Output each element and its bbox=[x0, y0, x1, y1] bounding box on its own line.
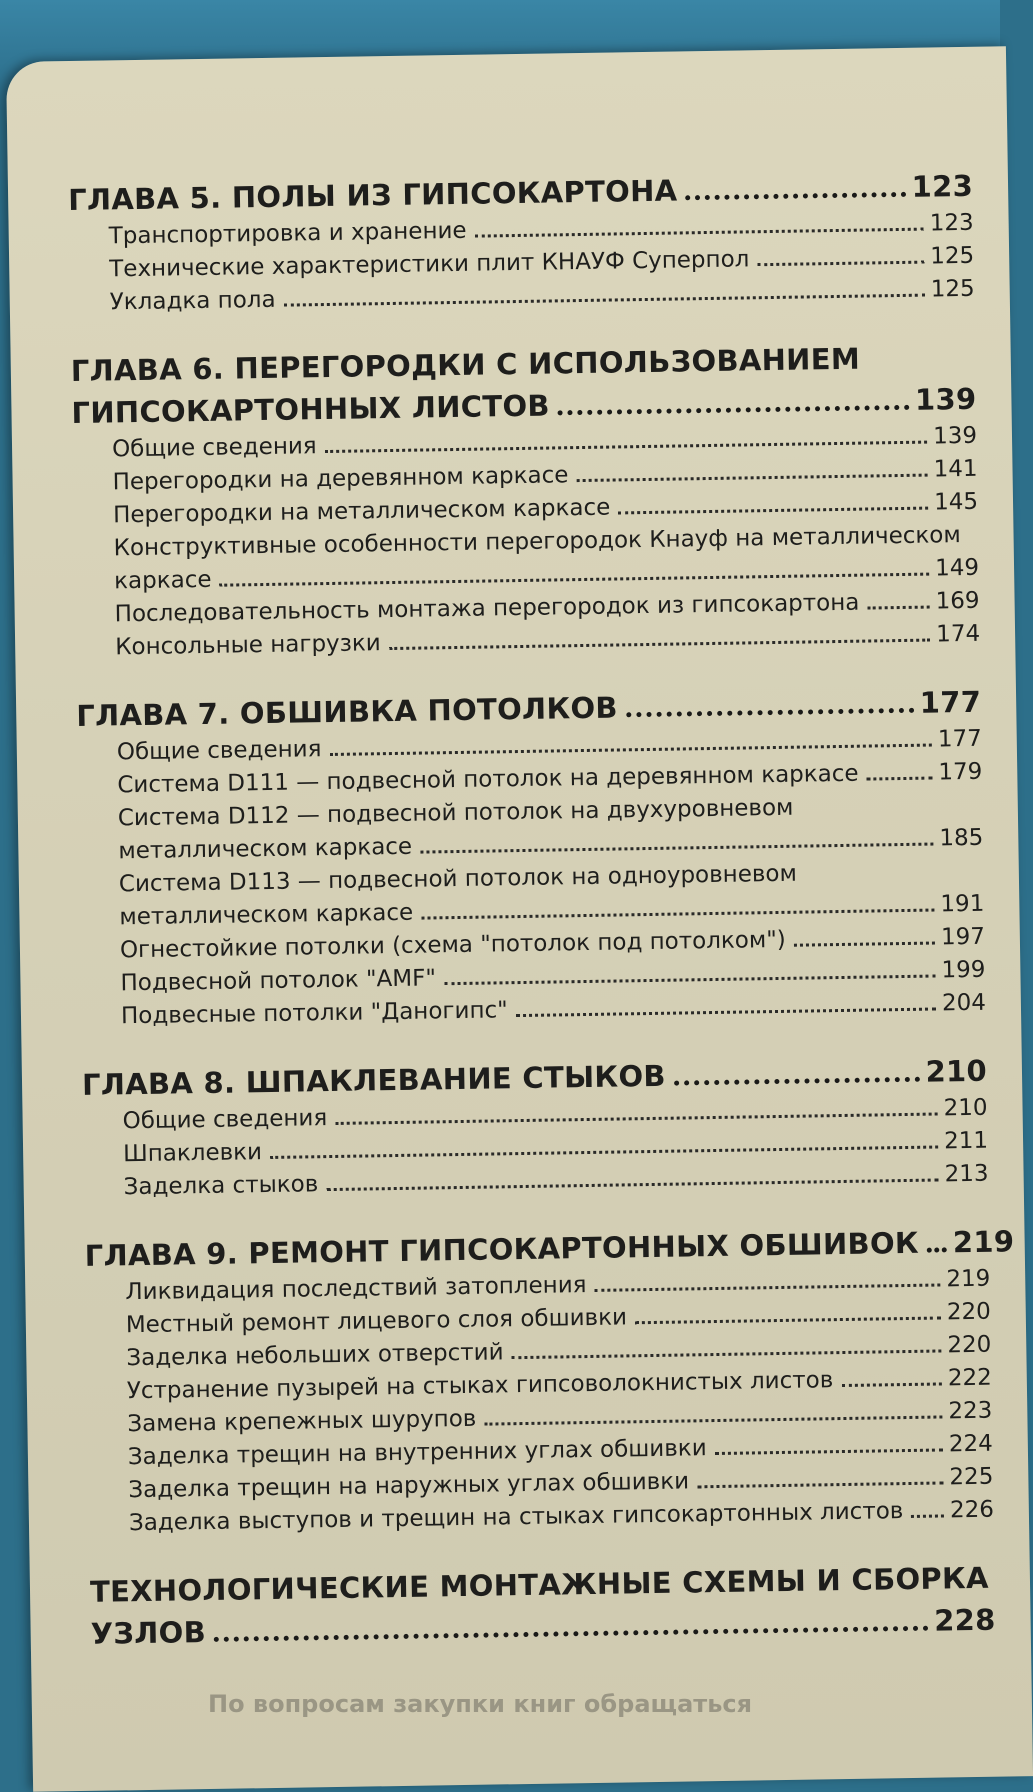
toc-item-label: Транспортировка и хранение bbox=[108, 217, 467, 250]
chapter-title: ГЛАВА 7. ОБШИВКА ПОТОЛКОВ bbox=[76, 690, 619, 733]
dot-leader bbox=[284, 294, 925, 307]
toc-item-label: Заделка небольших отверстий bbox=[126, 1339, 504, 1372]
page-number: 211 bbox=[943, 1127, 989, 1155]
toc-item-label: Заделка трещин на внутренних углах обшивки bbox=[127, 1435, 707, 1471]
toc-item-label: Последовательность монтажа перегородок из гипсокартона bbox=[114, 589, 860, 628]
page-number: 224 bbox=[948, 1430, 994, 1458]
page-number: 141 bbox=[933, 455, 978, 483]
toc-item-label: Система D111 — подвесной потолок на деревянном каркасе bbox=[117, 760, 859, 799]
chapter-schemes bbox=[90, 1557, 996, 1655]
page-number: 139 bbox=[932, 422, 978, 450]
page-number: 185 bbox=[939, 824, 984, 852]
toc-item-label: Заделка трещин на наружных углах обшивки bbox=[128, 1468, 690, 1504]
page-number: 220 bbox=[947, 1331, 992, 1359]
page-number: 179 bbox=[938, 758, 983, 786]
toc-item-label: Заделка стыков bbox=[123, 1171, 319, 1201]
page-number: 145 bbox=[933, 488, 979, 516]
dot-leader bbox=[326, 1178, 938, 1191]
dot-leader bbox=[577, 474, 928, 483]
page-number: 225 bbox=[949, 1463, 994, 1491]
dot-leader bbox=[927, 1247, 947, 1252]
dot-leader bbox=[794, 942, 935, 947]
page-number: 139 bbox=[914, 381, 977, 417]
page-number: 125 bbox=[930, 242, 975, 270]
chapter-title: УЗЛОВ bbox=[90, 1615, 207, 1651]
dot-leader bbox=[715, 1448, 943, 1455]
toc-item-label: Укладка пола bbox=[109, 286, 276, 316]
chapter-6 bbox=[71, 336, 981, 665]
chapter-title: ГИПСОКАРТОННЫХ ЛИСТОВ bbox=[71, 388, 551, 431]
toc-item-label: Подвесной потолок "AMF" bbox=[120, 965, 437, 997]
dot-leader bbox=[420, 843, 933, 854]
dot-leader bbox=[214, 1626, 928, 1642]
page-number: 169 bbox=[935, 587, 980, 615]
page-number: 220 bbox=[946, 1298, 991, 1326]
dot-leader bbox=[867, 606, 929, 610]
dot-leader bbox=[635, 1316, 941, 1324]
dot-leader bbox=[335, 1112, 937, 1124]
dot-leader bbox=[757, 261, 924, 267]
dot-leader bbox=[444, 975, 936, 986]
dot-leader bbox=[484, 1415, 942, 1425]
page-number: 177 bbox=[937, 725, 982, 753]
chapter-5 bbox=[68, 165, 975, 320]
page-number: 213 bbox=[944, 1160, 989, 1188]
page-number: 174 bbox=[935, 620, 981, 648]
toc-item-label: Огнестойкие потолки (схема "потолок под потолком") bbox=[119, 926, 787, 964]
toc-item-label-line: Система D112 — подвесной потолок на двухуровневом bbox=[117, 794, 794, 832]
page-number: 123 bbox=[929, 209, 974, 237]
chapter-title-line: ТЕХНОЛОГИЧЕСКИЕ МОНТАЖНЫЕ СХЕМЫ И СБОРКА bbox=[89, 1560, 989, 1609]
toc-item-label: Перегородки на деревянном каркасе bbox=[112, 462, 569, 496]
toc-item-label: Местный ремонт лицевого слоя обшивки bbox=[125, 1304, 628, 1339]
page-number: 191 bbox=[940, 890, 985, 918]
dot-leader bbox=[389, 639, 930, 651]
page-number: 123 bbox=[911, 168, 974, 204]
toc-item-label: Подвесные потолки "Даногипс" bbox=[120, 997, 508, 1030]
toc-item-label: Общие сведения bbox=[116, 736, 322, 766]
page-number: 149 bbox=[934, 554, 980, 582]
page-number: 197 bbox=[940, 923, 986, 951]
dot-leader bbox=[841, 1382, 942, 1387]
dot-leader bbox=[558, 405, 909, 416]
chapter-title: ГЛАВА 8. ШПАКЛЕВАНИЕ СТЫКОВ bbox=[81, 1058, 667, 1102]
toc-item-label: Общие сведения bbox=[122, 1105, 328, 1135]
dot-leader bbox=[618, 507, 928, 515]
page-number: 199 bbox=[941, 956, 986, 984]
toc-item-label: Шпаклевки bbox=[122, 1139, 263, 1168]
dot-leader bbox=[697, 1481, 943, 1488]
toc-item-label: Замена крепежных шурупов bbox=[127, 1405, 477, 1438]
page-number: 210 bbox=[943, 1094, 988, 1122]
book-page bbox=[6, 46, 1033, 1791]
toc-item-label: Консольные нагрузки bbox=[115, 630, 381, 661]
chapter-9 bbox=[84, 1221, 1015, 1541]
toc-item-label: Общие сведения bbox=[111, 433, 317, 463]
dot-leader bbox=[220, 573, 930, 587]
dot-leader bbox=[512, 1349, 942, 1359]
page-number: 226 bbox=[949, 1496, 995, 1524]
toc-item-label: металлическом каркасе bbox=[119, 899, 414, 931]
toc-item-label: Ликвидация последствий затопления bbox=[125, 1272, 587, 1306]
dot-leader bbox=[516, 1008, 936, 1018]
dot-leader bbox=[475, 228, 924, 238]
chapter-7 bbox=[76, 681, 986, 1034]
dot-leader bbox=[626, 708, 914, 718]
page-number: 219 bbox=[946, 1265, 991, 1293]
page-number: 125 bbox=[930, 275, 975, 303]
chapter-8 bbox=[82, 1050, 989, 1205]
dot-leader bbox=[421, 909, 934, 920]
chapter-title: ГЛАВА 5. ПОЛЫ ИЗ ГИПСОКАРТОНА bbox=[67, 173, 678, 218]
toc-item-label-line: Система D113 — подвесной потолок на одноуровневом bbox=[118, 860, 798, 898]
table-of-contents bbox=[67, 165, 1015, 1685]
page-number: 222 bbox=[947, 1364, 992, 1392]
dot-leader bbox=[685, 192, 905, 200]
toc-item-label: Технические характеристики плит КНАУФ Суперпол bbox=[109, 246, 750, 283]
dot-leader bbox=[911, 1514, 944, 1518]
dot-leader bbox=[595, 1283, 941, 1291]
dot-leader bbox=[867, 777, 933, 781]
toc-item-label: Заделка выступов и трещин на стыках гипсокартонных листов bbox=[128, 1498, 904, 1537]
toc-item-label: металлическом каркасе bbox=[118, 833, 413, 865]
dot-leader bbox=[270, 1145, 938, 1158]
toc-item-label: каркасе bbox=[113, 566, 212, 595]
page-number: 219 bbox=[952, 1224, 1015, 1260]
dot-leader bbox=[674, 1077, 920, 1086]
dot-leader bbox=[329, 744, 931, 756]
toc-item-label: Перегородки на металлическом каркасе bbox=[112, 494, 611, 529]
page-number: 204 bbox=[941, 989, 987, 1017]
chapter-title: ГЛАВА 9. РЕМОНТ ГИПСОКАРТОННЫХ ОБШИВОК bbox=[84, 1225, 920, 1273]
page-number: 228 bbox=[933, 1602, 996, 1638]
page-number: 210 bbox=[925, 1053, 988, 1089]
page-number: 223 bbox=[948, 1397, 993, 1425]
faded-bottom-text: По вопросам закупки книг обращаться bbox=[207, 1690, 753, 1718]
toc-item-label: Устранение пузырей на стыках гипсоволокнистых листов bbox=[126, 1367, 834, 1405]
dot-leader bbox=[325, 441, 927, 453]
page-number: 177 bbox=[919, 684, 982, 720]
chapter-title-line: ГЛАВА 6. ПЕРЕГОРОДКИ С ИСПОЛЬЗОВАНИЕМ bbox=[70, 341, 861, 389]
toc-item-label-line: Конструктивные особенности перегородок Кнауф на металлическом bbox=[113, 522, 961, 562]
